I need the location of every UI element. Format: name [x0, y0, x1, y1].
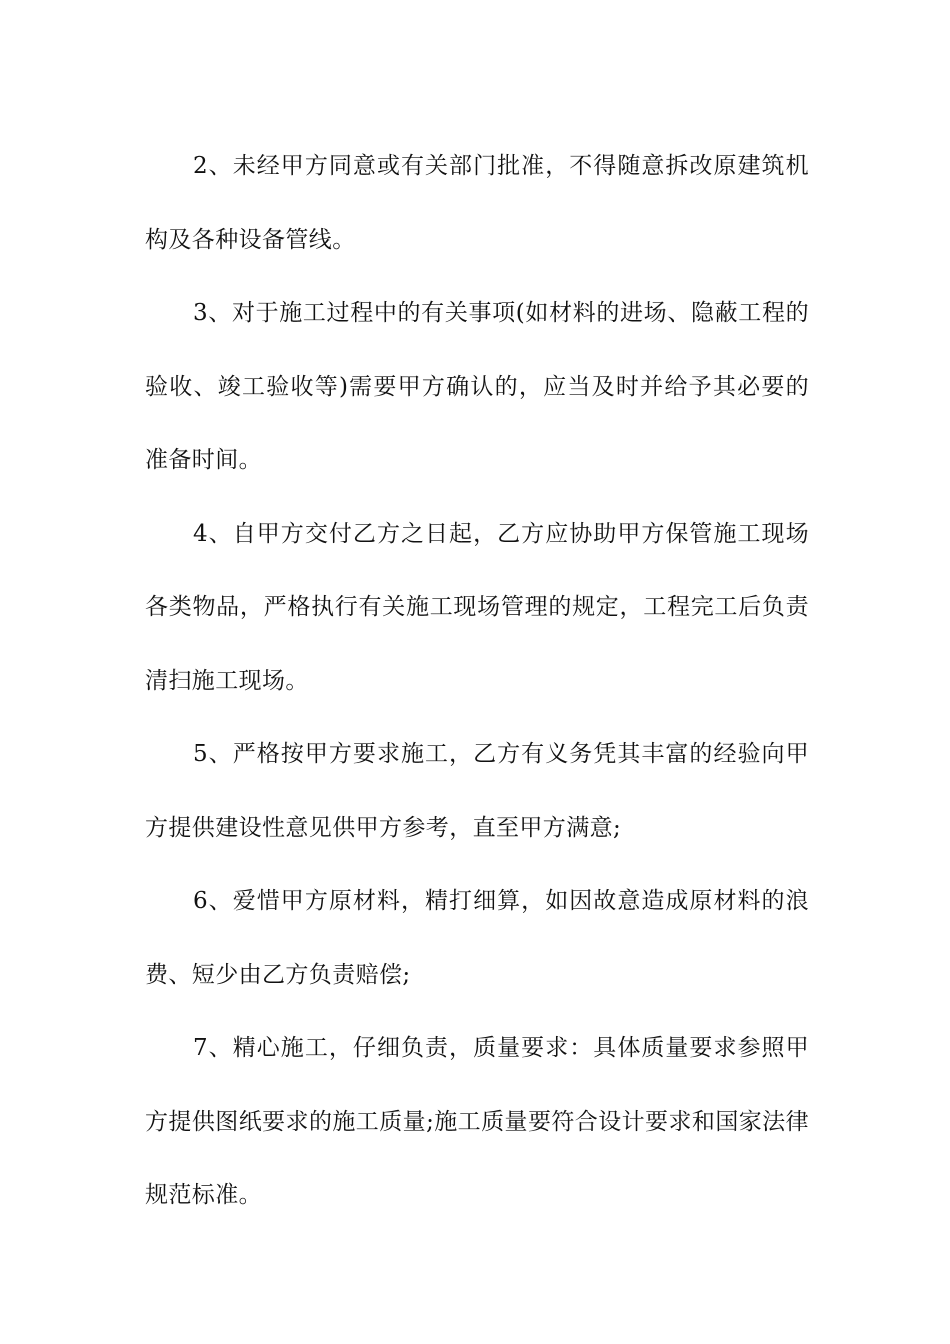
clause-7: 7、精心施工，仔细负责，质量要求：具体质量要求参照甲方提供图纸要求的施工质量;施工质量要符合设计要求和国家法律规范标准。: [145, 1035, 809, 1208]
clause-3: 3、对于施工过程中的有关事项(如材料的进场、隐蔽工程的验收、竣工验收等)需要甲方确认的，应当及时并给予其必要的准备时间。: [145, 300, 809, 473]
clause-6: 6、爱惜甲方原材料，精打细算，如因故意造成原材料的浪费、短少由乙方负责赔偿;: [145, 888, 809, 988]
clause-2: 2、未经甲方同意或有关部门批准，不得随意拆改原建筑机构及各种设备管线。: [145, 153, 809, 253]
document-page: [145, 130, 809, 1233]
clause-5: 5、严格按甲方要求施工，乙方有义务凭其丰富的经验向甲方提供建设性意见供甲方参考，直至甲方满意;: [145, 741, 809, 841]
clause-4: 4、自甲方交付乙方之日起，乙方应协助甲方保管施工现场各类物品，严格执行有关施工现场管理的规定，工程完工后负责清扫施工现场。: [145, 520, 809, 694]
